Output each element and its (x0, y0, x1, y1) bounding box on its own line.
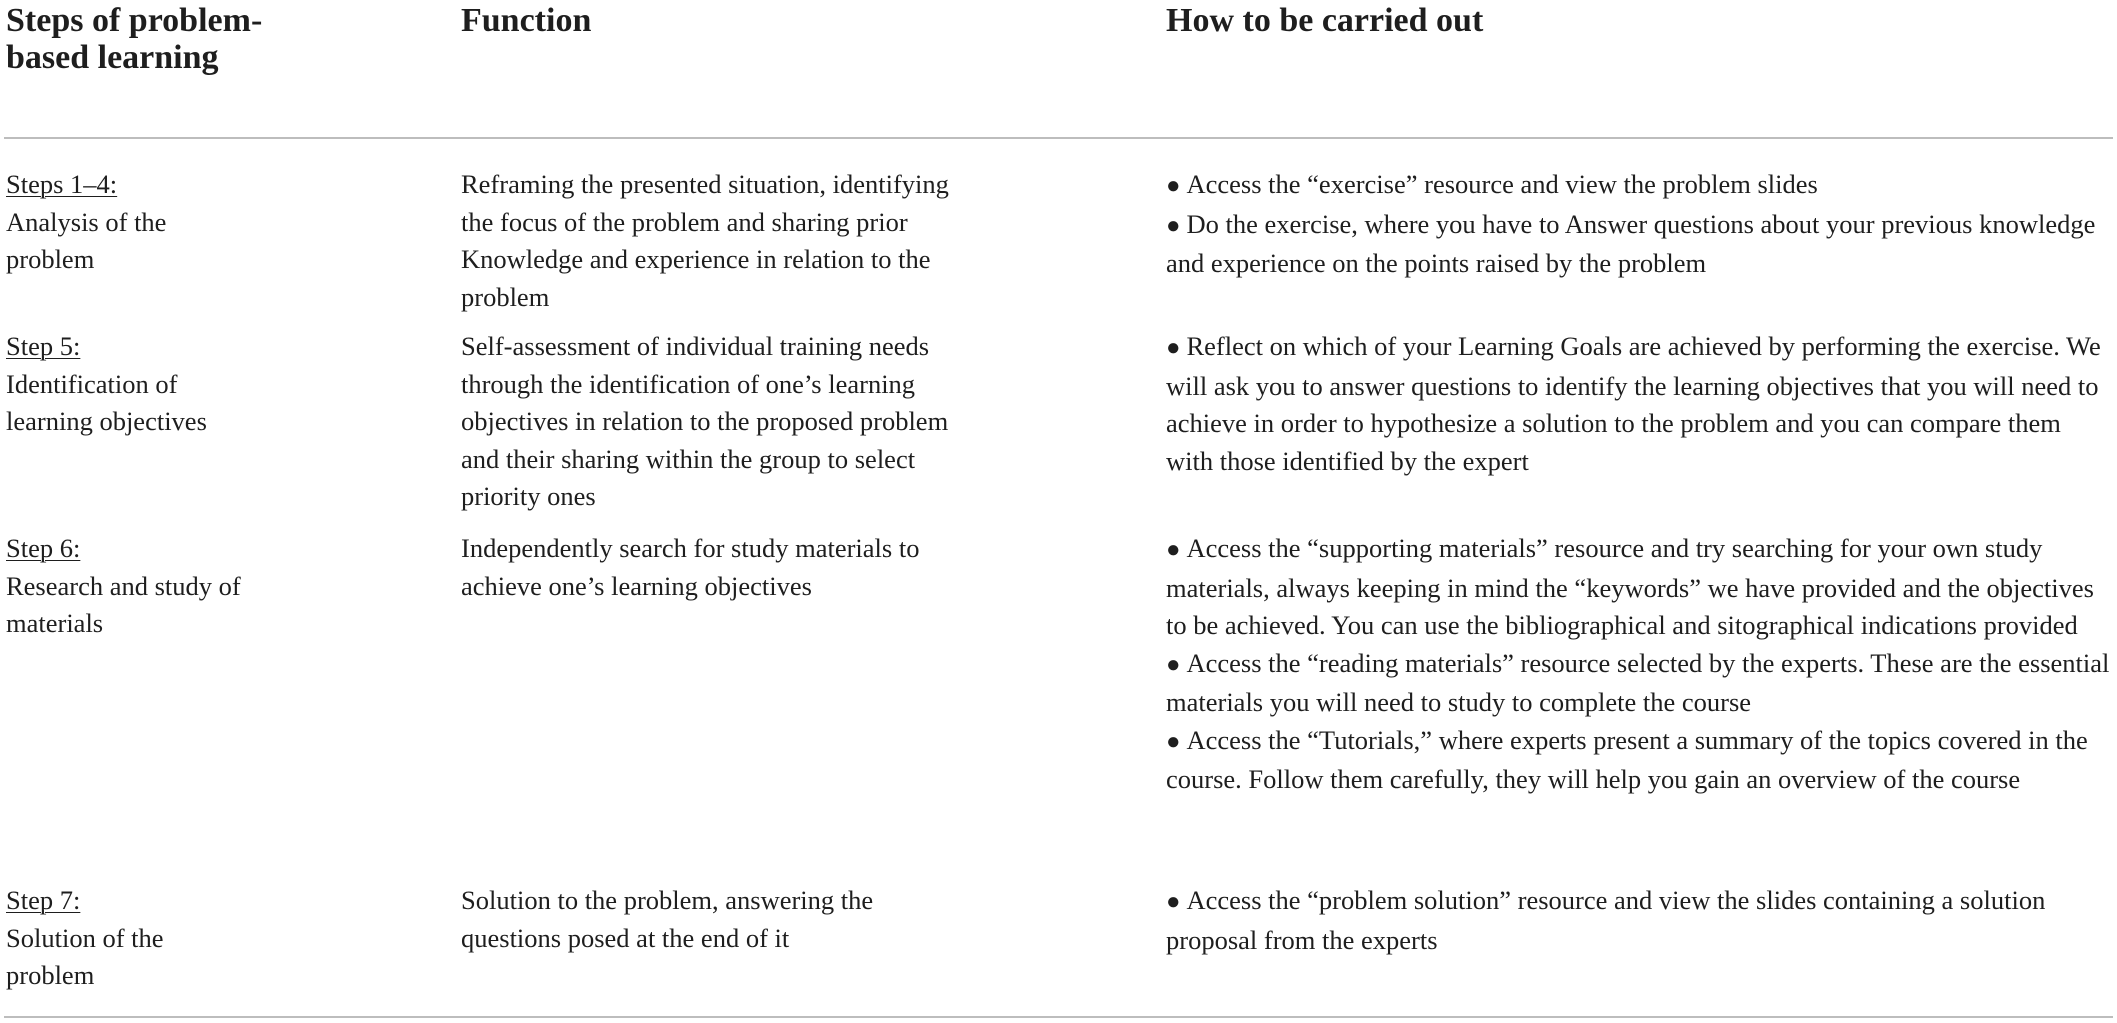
header-steps: Steps of problem-based learning (6, 2, 263, 76)
step-cell (6, 328, 426, 441)
step-cell (6, 166, 426, 279)
bullet-item: ● Access the “Tutorials,” where experts present a summary of the topics covered in the course. Follow them carefully, they will help you gain an overview of the course (1166, 724, 2088, 794)
how-cell (1166, 882, 2111, 959)
bullet-item: ● Reflect on which of your Learning Goals are achieved by performing the exercise. We will ask you to answer questions to identify the learning objectives that you will need to achieve in order to hypothesize a solution to the problem and you can compare them with those identified by the expert (1166, 331, 2101, 476)
bullet-icon: ● (1166, 173, 1181, 199)
step-label: Step 7: (6, 885, 81, 915)
step-name: Research and study of materials (6, 570, 241, 638)
step-cell (6, 530, 426, 643)
step-name: Analysis of the problem (6, 206, 167, 274)
bullet-icon: ● (1166, 728, 1181, 755)
function-cell: Solution to the problem, answering the questions posed at the end of it (461, 885, 874, 953)
step-cell (6, 882, 426, 995)
how-cell (1166, 530, 2111, 799)
step-name: Solution of the problem (6, 922, 164, 990)
bullet-item: ● Access the “supporting materials” resource and try searching for your own study materials, always keeping in mind the “keywords” we have provided and the objectives to be achieved. You can use the bibliographical and sitographical indications provided (1166, 533, 2094, 640)
bullet-item: ● Access the “problem solution” resource and view the slides containing a solution proposal from the experts (1166, 885, 2046, 955)
how-cell (1166, 328, 2111, 480)
function-cell: Reframing the presented situation, identifying the focus of the problem and sharing prior Knowledge and experience in relation to the problem (461, 169, 949, 312)
function-cell: Independently search for study materials to achieve one’s learning objectives (461, 533, 920, 601)
bullet-icon: ● (1166, 335, 1181, 361)
step-label: Step 5: (6, 331, 81, 361)
header-how: How to be carried out (1166, 2, 1484, 39)
bullet-item: ● Access the “reading materials” resource selected by the experts. These are the essential materials you will need to study to complete the course (1166, 647, 2110, 717)
bullet-icon: ● (1166, 651, 1181, 678)
bullet-item: ● Access the “exercise” resource and view the problem slides (1166, 169, 1818, 199)
step-label: Step 6: (6, 533, 81, 563)
how-cell (1166, 166, 2111, 283)
table-bottom-divider (4, 1016, 2113, 1018)
bullet-icon: ● (1166, 537, 1181, 563)
bullet-icon: ● (1166, 889, 1181, 915)
bullet-icon: ● (1166, 212, 1181, 239)
header-divider (4, 137, 2113, 139)
bullet-item: ● Do the exercise, where you have to Answer questions about your previous knowledge and experience on the points raised by the problem (1166, 208, 2096, 278)
table-header (0, 0, 2117, 136)
step-label: Steps 1–4: (6, 169, 118, 199)
header-function: Function (461, 2, 592, 39)
step-name: Identification of learning objectives (6, 368, 207, 436)
function-cell: Self-assessment of individual training needs through the identification of one’s learning objectives in relation to the proposed problem and their sharing within the group to select priority ones (461, 331, 949, 511)
